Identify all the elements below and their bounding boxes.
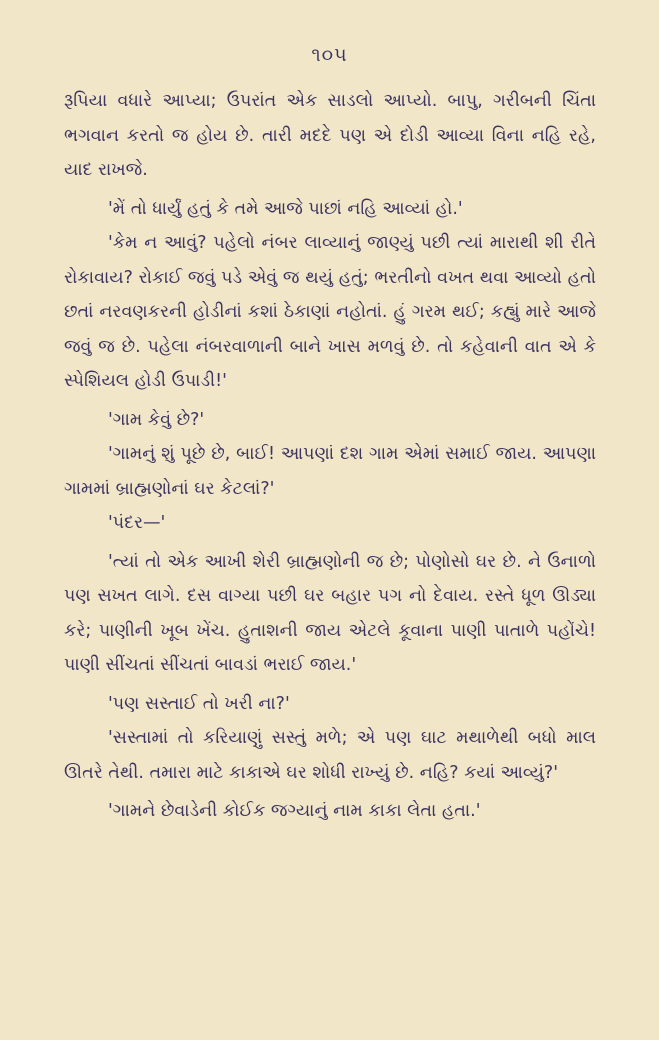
paragraph-3: 'કેમ ન આવું? પહેલો નંબર લાવ્યાનું જાણ્યું પછી ત્યાં મારાથી શી રીતે રોકાવાય? રોકાઈ જવું પડે એવું જ થયું હતું; ભરતીનો વખત થવા આવ્યો હતો છતાં નરવણકરની હોડીનાં કશાં ઠેકાણાં નહોતાં. હું ગરમ થઈ; કહ્યું મારે આજે જવું જ છે. પહેલા નંબરવાળાની બાને ખાસ મળવું છે. તો કહેવાની વાત એ કે સ્પેશિયલ હોડી ઉપાડી!' [64, 233, 596, 391]
paragraph-9: 'સસ્તામાં તો કરિયાણું સસ્તું મળે; એ પણ ઘાટ મથાળેથી બધો માલ ઊતરે તેથી. તમારા માટે કાકાએ ઘર શોધી રાખ્યું છે. નહિ? કયાં આવ્યું?' [64, 728, 596, 783]
paragraph-6: 'પંદર—' [108, 513, 166, 533]
paragraph-4: 'ગામ કેવું છે?' [108, 409, 205, 430]
paragraph-10: 'ગામને છેવાડેની કોઈક જગ્યાનું નામ કાકા લેતા હતા.' [108, 801, 481, 821]
paragraph-1: રૂપિયા વધારે આપ્યા; ઉપરાંત એક સાડલો આપ્યો. બાપુ, ગરીબની ચિંતા ભગવાન કરતો જ હોય છે. તારી મદદે પણ એ દોડી આવ્યા વિના નહિ રહે, યાદ રાખજે. [64, 91, 596, 180]
body-text [64, 84, 596, 829]
page-number: ૧૦૫ [311, 44, 348, 66]
paragraph-2: 'મેં તો ધાર્યું હતું કે તમે આજે પાછાં નહિ આવ્યાં હો.' [108, 198, 463, 219]
paragraph-7: 'ત્યાં તો એક આખી શેરી બ્રાહ્મણોની જ છે; પોણોસો ઘર છે. ને ઉનાળો પણ સખત લાગે. દસ વાગ્યા પછી ઘર બહાર પગ નો દેવાય. રસ્તે ધૂળ ઊડ્યા કરે; પાણીની ખૂબ ખેંચ. હુતાશની જાય એટલે કૂવાના પાણી પાતાળે પહોંચે! પાણી સીંચતાં સીંચતાં બાવડાં ભરાઈ જાય.' [64, 551, 596, 675]
paragraph-8: 'પણ સસ્તાઈ તો ખરી ના?' [108, 693, 290, 714]
paragraph-5: 'ગામનું શું પૂછે છે, બાઈ! આપણાં દશ ગામ એમાં સમાઈ જાય. આપણા ગામમાં બ્રાહ્મણોનાં ઘર કેટલાં?' [64, 444, 596, 499]
